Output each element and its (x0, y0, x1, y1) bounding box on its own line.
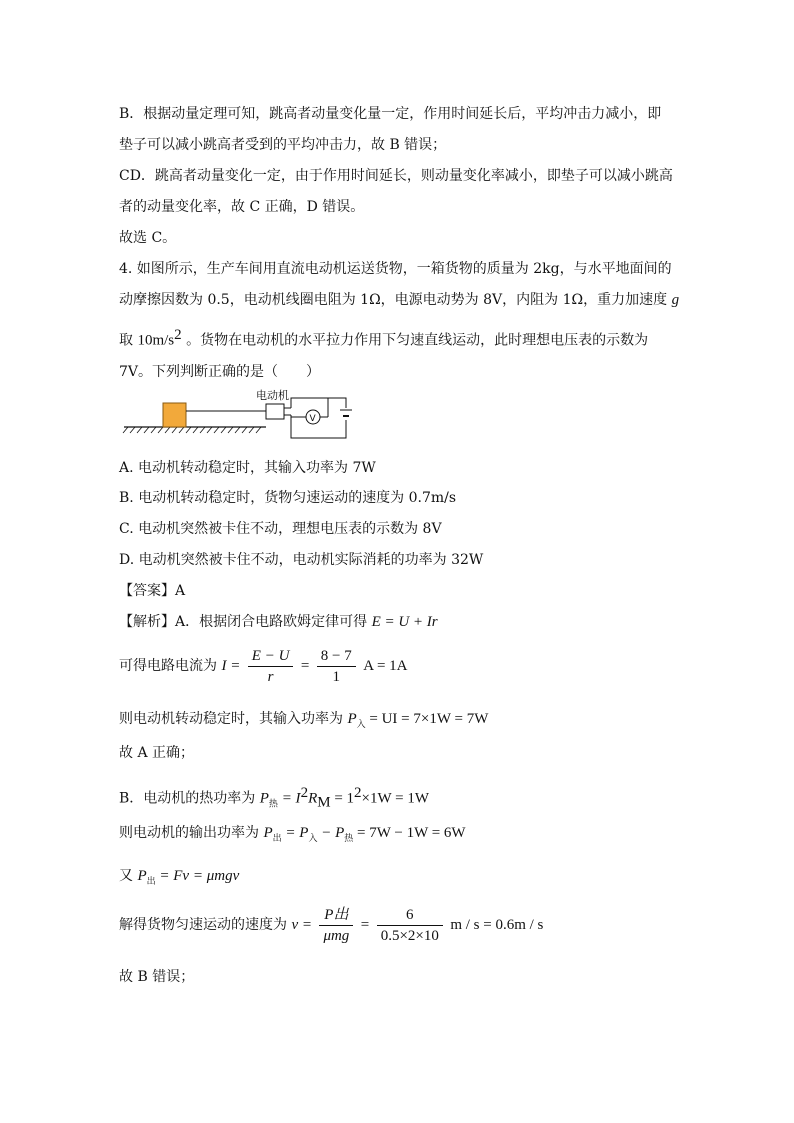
heat-resistance-sub: M (317, 794, 331, 811)
line-choose: 故选 C。 (119, 230, 177, 246)
ground-hatch (123, 427, 261, 433)
speed-fraction-2-den: 0.5×2×10 (380, 927, 439, 944)
current-line (119, 646, 408, 686)
current-rhs: A = 1A (363, 658, 408, 674)
speed-fraction-2-num: 6 (377, 906, 443, 926)
analysis-prefix: 【解析】A．根据闭合电路欧姆定律可得 (119, 614, 368, 630)
power-in-line (119, 709, 488, 735)
question-4-line-3-text: 。货物在电动机的水平拉力作用下匀速直线运动，此时理想电压表的示数为 (186, 332, 649, 349)
speed-fraction-1 (319, 906, 353, 945)
current-prefix: 可得电路电流为 (119, 658, 217, 674)
speed-prefix: 解得货物匀速运动的速度为 (119, 917, 287, 933)
speed-fraction-1-den: μmg (323, 927, 350, 944)
line-cd2: 者的动量变化率，故 C 正确，D 错误。 (119, 199, 365, 215)
speed-fraction-1-num: P出 (319, 906, 353, 926)
out-symbol-1: P (263, 825, 273, 841)
question-4-line-2-text: 动摩擦因数为 0.5，电动机线圈电阻为 1Ω，电源电动势为 8V，内阻为 1Ω，重力加速度 (119, 292, 668, 308)
heat-eq-mid: = I (277, 790, 301, 807)
option-b: B. 电动机转动稳定时，货物匀速运动的速度为 0.7m/s (119, 490, 457, 506)
also-rest: = Fv = μmgv (155, 868, 240, 884)
out-sub-1: 出 (272, 833, 282, 844)
out-minus: − P (317, 825, 345, 841)
motor-circuit-figure (120, 386, 360, 446)
heat-symbol: P (259, 790, 269, 807)
circuit-top-wire (291, 398, 346, 408)
current-fraction-1-num: E − U (248, 647, 294, 667)
current-fraction-2-num: 8 − 7 (317, 647, 356, 667)
analysis-line-1 (119, 612, 438, 632)
out-eq: = P (281, 825, 309, 841)
answer-line: 【答案】A (119, 583, 186, 599)
heat-subscript: 热 (268, 799, 278, 810)
option-d: D. 电动机突然被卡住不动，电动机实际消耗的功率为 32W (119, 552, 484, 568)
option-a: A. 电动机转动稳定时，其输入功率为 7W (119, 460, 376, 476)
speed-equals: = (360, 917, 370, 933)
heat-eq-end: ×1W = 1W (361, 790, 430, 807)
current-fraction-2-den: 1 (332, 668, 341, 685)
cargo-box (163, 403, 186, 427)
speed-rhs: m / s = 0.6m / s (450, 917, 544, 933)
equation-emf: E = U + Ir (371, 614, 438, 630)
also-prefix: 又 (119, 868, 133, 884)
current-fraction-1 (248, 647, 294, 686)
question-4-line-2 (119, 290, 679, 310)
out-prefix: 则电动机的输出功率为 (119, 825, 259, 841)
a-correct-line: 故 A 正确； (119, 745, 195, 761)
question-4-line-3-prefix: 取 (119, 332, 133, 349)
out-rest: = 7W − 1W = 6W (353, 825, 466, 841)
heat-prefix: B．电动机的热功率为 (119, 790, 256, 807)
power-in-prefix: 则电动机转动稳定时，其输入功率为 (119, 711, 343, 727)
current-fraction-1-den: r (267, 668, 274, 685)
question-4-line-1: 4. 如图所示，生产车间用直流电动机运送货物，一箱货物的质量为 2kg，与水平地面间的 (119, 261, 672, 277)
power-in-equation: = UI = 7×1W = 7W (365, 711, 489, 727)
option-c: C. 电动机突然被卡住不动，理想电压表的示数为 8V (119, 521, 442, 537)
current-lhs: I = (221, 658, 241, 674)
speed-line (119, 905, 543, 945)
current-fraction-2 (317, 647, 356, 686)
line-cd1: CD．跳高者动量变化一定，由于作用时间延长，则动量变化率减小，即垫子可以减小跳高 (119, 168, 673, 184)
power-in-subscript: 入 (356, 719, 366, 730)
also-line (119, 866, 239, 892)
question-4-line-4: 7V。下列判断正确的是（ ） (119, 364, 321, 380)
line-b1: B．根据动量定理可知，跳高者动量变化量一定，作用时间延长后，平均冲击力减小，即 (119, 106, 662, 122)
line-b2: 垫子可以减小跳高者受到的平均冲击力，故 B 错误； (119, 137, 447, 153)
motor-label: 电动机 (256, 389, 289, 402)
speed-fraction-2 (377, 906, 443, 945)
power-in-symbol: P (347, 711, 357, 727)
out-sub-2: 入 (308, 833, 318, 844)
voltmeter-label: V (309, 414, 316, 424)
heat-power-line (119, 783, 429, 814)
b-wrong-line: 故 B 错误； (119, 969, 195, 985)
current-equals: = (300, 658, 310, 674)
gravity-value: 10m/s (137, 332, 175, 349)
gravity-symbol: g (671, 292, 680, 308)
heat-eq-rest: = 1 (330, 790, 355, 807)
question-4-line-3 (119, 325, 648, 351)
motor-box (266, 404, 284, 419)
also-sub: 出 (146, 876, 156, 887)
heat-sup: 2 (300, 785, 309, 801)
gravity-exponent: 2 (174, 327, 182, 343)
heat-resistance: R (308, 790, 318, 807)
heat-sup-2: 2 (354, 785, 362, 801)
also-symbol: P (137, 868, 147, 884)
out-sub-3: 热 (344, 833, 354, 844)
output-power-line (119, 823, 466, 849)
speed-lhs: v = (291, 917, 312, 933)
